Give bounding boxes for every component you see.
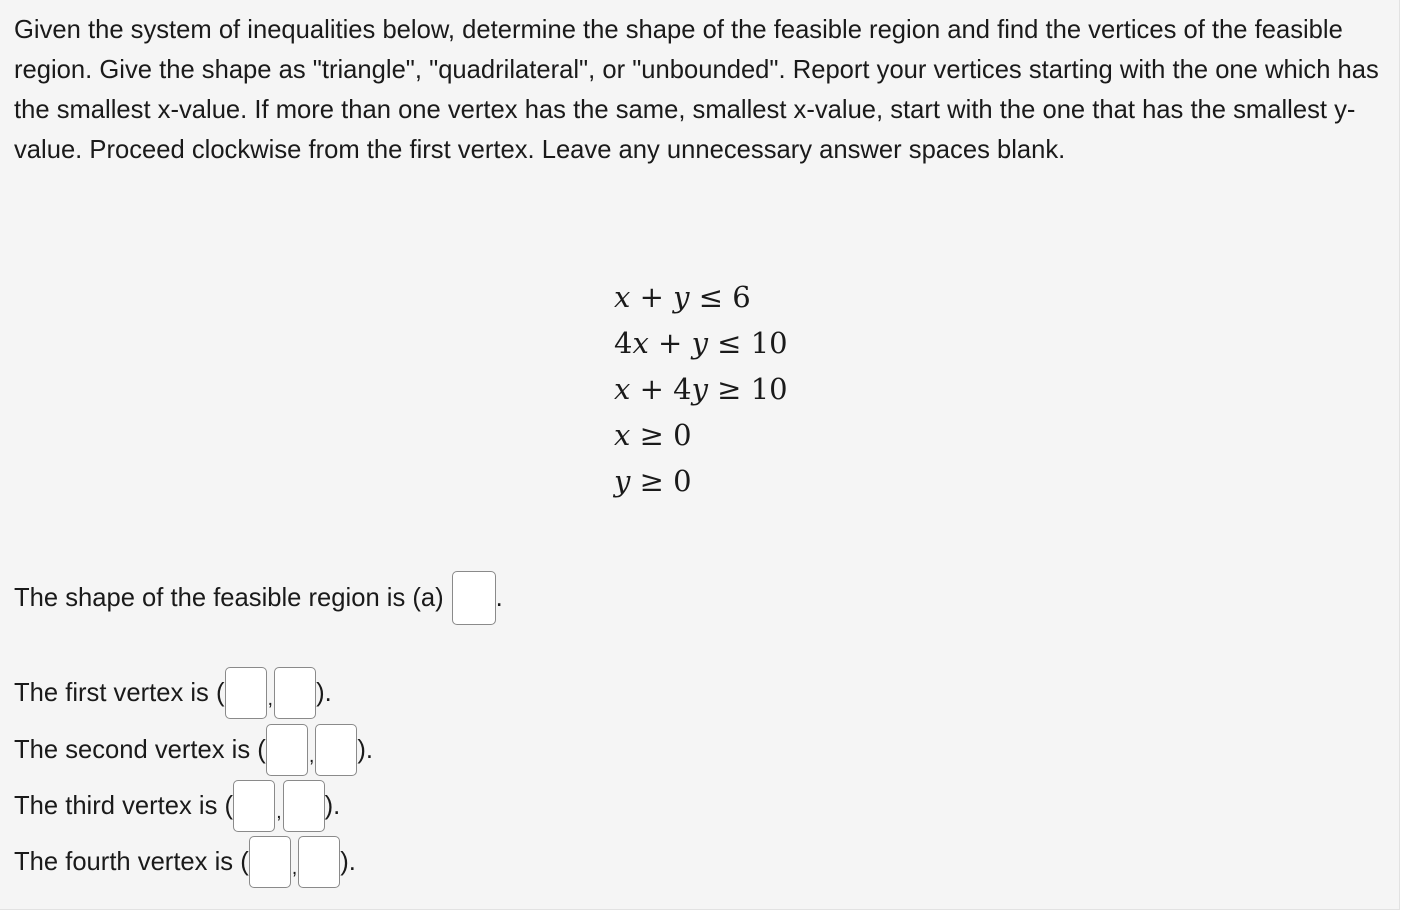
vertex-4-y-input[interactable]	[298, 836, 340, 888]
vertex-2-y-input[interactable]	[315, 724, 357, 776]
vertex-4-x-input[interactable]	[249, 836, 291, 888]
vertex-4-row	[14, 836, 356, 888]
comma: ,	[267, 687, 274, 710]
vertex-1-label: The first vertex is	[14, 678, 209, 707]
shape-label: The shape of the feasible region is (a)	[14, 583, 444, 612]
vertex-3-row	[14, 780, 340, 832]
close-paren: ).	[357, 735, 374, 764]
inequality-3: x + 4y ≥ 10	[614, 372, 788, 406]
shape-answer-row	[14, 571, 503, 625]
inequality-1: x + y ≤ 6	[614, 280, 751, 314]
inequality-4: x ≥ 0	[614, 418, 692, 452]
open-paren: (	[215, 678, 225, 707]
vertex-3-label: The third vertex is	[14, 791, 218, 820]
comma: ,	[276, 800, 282, 823]
close-paren: ).	[324, 791, 341, 820]
comma: ,	[291, 856, 298, 879]
vertex-1-y-input[interactable]	[274, 667, 316, 719]
open-paren: (	[257, 735, 266, 764]
inequality-system	[614, 274, 788, 504]
vertex-2-x-input[interactable]	[266, 724, 308, 776]
shape-input[interactable]	[452, 571, 496, 625]
vertex-3-y-input[interactable]	[283, 780, 325, 832]
vertex-3-x-input[interactable]	[233, 780, 275, 832]
open-paren: (	[240, 847, 249, 876]
close-paren: ).	[340, 847, 356, 876]
open-paren: (	[224, 791, 234, 820]
inequality-2: 4x + y ≤ 10	[614, 326, 788, 360]
close-paren: ).	[316, 678, 332, 707]
vertex-1-x-input[interactable]	[225, 667, 267, 719]
vertex-1-row	[14, 667, 332, 719]
comma: ,	[308, 744, 315, 767]
question-prompt: Given the system of inequalities below, determine the shape of the feasible region and find the vertices of the feasible region. Give the shape as "triangle", "quadrilateral", or "unbounded". Report your vertices starting with the one which has the smallest x-value. If more than one vertex has the same, smallest x-value, start with the one that has the smallest y-value. Proceed clockwise from the first vertex. Leave any unnecessary answer spaces blank.	[14, 16, 1379, 164]
inequality-5: y ≥ 0	[614, 464, 692, 498]
shape-suffix: .	[495, 583, 503, 612]
vertex-4-label: The fourth vertex is	[14, 847, 234, 876]
vertex-2-label: The second vertex is	[14, 735, 251, 764]
vertex-2-row	[14, 724, 373, 776]
